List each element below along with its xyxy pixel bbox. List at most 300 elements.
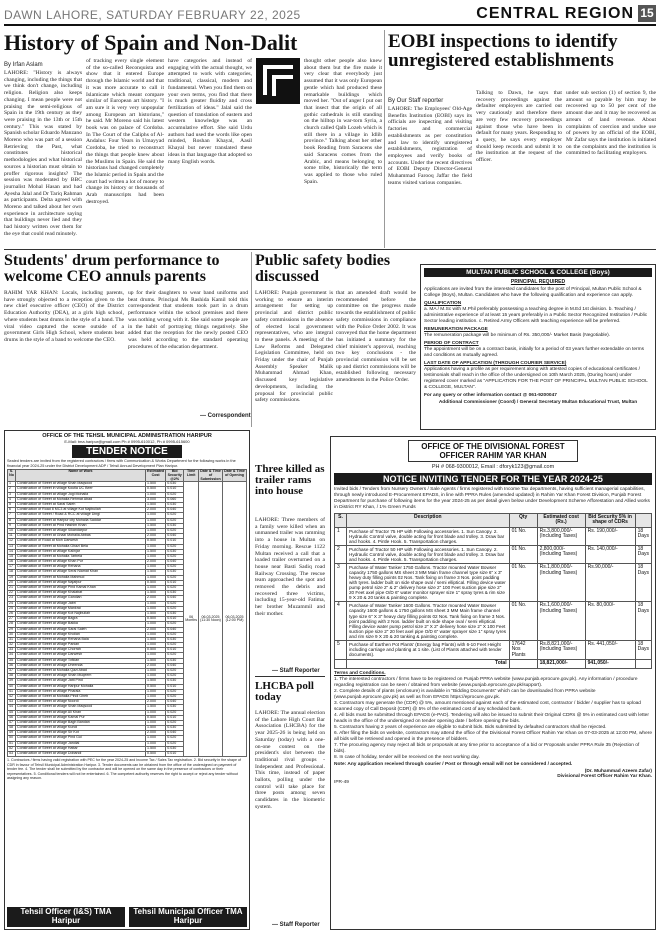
tma-cell-sno: 28 [8,622,16,627]
tma-cell-opening: 06.03.2025 (12:00 PM) [223,482,247,757]
tma-cell-cost: 1.500 [146,679,166,684]
ad-multan-period-title: PERIOD OF CONTRACT [424,340,479,346]
tma-cell-security: 0.040 [166,534,184,539]
tma-cell-security: 0.020 [166,513,184,518]
ad-multan-title: MULTAN PUBLIC SCHOOL & COLLEGE (Boys) [424,268,652,277]
tma-cell-security: 0.020 [166,689,184,694]
story-eobi-byline: By Our Staff reporter [388,98,444,104]
page-number: 15 [638,5,656,22]
tma-cell-work: Construction of Street at village Sarai Saleh [16,627,146,632]
tma-cell-work: Construction of Street at village Shah Maqsood [16,482,146,487]
tma-cell-sno: 26 [8,611,16,616]
tma-col-submission: Date & Time of Submission [200,469,221,481]
story-drum-headline: Students' drum performance to welcome CEO annuls parents [4,252,220,285]
forest-total-label: Total [347,660,510,669]
tma-cell-sno: 13 [8,544,16,549]
tma-col-work: Name of Work [16,470,146,482]
tma-cell-security: 0.020 [166,736,184,741]
tma-cell-work: Construction of Street at Mohalla Mahmud [16,575,146,580]
ad-forest-tender [330,436,656,930]
story-safety-headline: Public safety bodies discussed [255,252,391,285]
tma-cell-work: Construction of Street at village Sikandarpur [16,528,146,533]
tma-cell-sno: 49 [8,731,16,736]
tma-cell-cost: 0.500 [146,539,166,544]
tma-cell-sno: 43 [8,700,16,705]
tma-cell-cost: 1.000 [146,544,166,549]
forest-cell-sn: 4 [335,602,347,640]
tma-cell-work: Construction of Street at Mohalla Tarbela [16,554,146,559]
forest-cell-desc: Purchase of Tractor 50 HP with Following accessories. 1. Sun Canopy. 2. Hydraulic Control valve, double acting for front blade and trolley. 3. Draw bar and hooks. 4. Pintle Hook. 5. Transportation charges. [347,545,510,563]
tma-cell-cost: 1.000 [146,575,166,580]
tma-cell-work: Construction of Street at village Kot Najibullah [16,611,146,616]
tma-cell-sno: 11 [8,534,16,539]
tma-cell-sno: 17 [8,565,16,570]
story-history-byline: By Irfan Aslam [4,62,43,68]
tma-cell-security: 0.010 [166,580,184,585]
tma-cell-cost: 1.500 [146,549,166,554]
story-trailer-body: LAHORE: Three members of a family were killed when an unmanned trailer was ramming into a house in Multan on Friday morning. Rescue 1122 Multan received a call that a loaded trailer overturned on a house near Basti Sadiq road Railway Crossing. The rescue team approached the spot and removed the debris and recovered three victims, including 15-year-old Fatima, her brother Muzammil and their mother. [255,517,325,617]
forest-table-row [335,640,652,660]
tma-cell-cost: 1.000 [146,643,166,648]
tma-cell-work: Construction of Street at village Ali Khan [16,710,146,715]
tma-cell-work: Construction of Street at village Tofkian [16,658,146,663]
tma-cell-work: Construction of Street at village Dheenda [16,663,146,668]
tma-cell-cost: 1.000 [146,518,166,523]
tma-cell-cost: 1.000 [146,741,166,746]
forest-term-item: 5. Contractors having 2 years of experience are eligible to submit bids. Bids submitted by defaulted contractors shall be rejected. [334,724,607,730]
tma-cell-cost: 1.500 [146,726,166,731]
tma-cell-sno: 42 [8,694,16,699]
tma-cell-cost: 2.000 [146,663,166,668]
ad-forest-phone: PH # 068-9300012, Email : dforyk123@gmail.com [431,464,555,470]
tma-cell-sno: 3 [8,492,16,497]
tma-cell-cost: 1.500 [146,637,166,642]
tma-cell-cost: 0.500 [146,580,166,585]
tma-cell-work: Construction of Street at Pind Hashim Khan [16,523,146,528]
tma-cell-cost: 0.500 [146,684,166,689]
tma-cell-sno: 38 [8,674,16,679]
tma-cell-cost: 1.500 [146,705,166,710]
tma-cell-cost: 1.000 [146,492,166,497]
tma-cell-work: Construction of Street at village Jandial [16,741,146,746]
tma-cell-sno: 52 [8,746,16,751]
tma-cell-security: 0.020 [166,643,184,648]
tma-cell-security: 0.040 [166,596,184,601]
forest-term-item: 7. The procuring agency may reject all bids or proposals at any time prior to acceptance of a bid or Proposals under PPRA Rule 35 (Rejection of bids). [334,742,640,754]
forest-cell-cost: Rs.3,800,000/- (Including Taxes) [537,527,585,545]
ad-forest-note: Note: Any application received through courier / Post or through email will not be considered / accepted. [334,761,573,767]
tma-cell-work: Construction of Street at village Rehana [16,565,146,570]
tma-cell-sno: 4 [8,497,16,502]
tma-cell-work: Construction of Street at village Mankrai [16,606,146,611]
tma-cell-security: 0.040 [166,663,184,668]
forest-table-row [335,564,652,602]
tma-cell-cost: 1.000 [146,513,166,518]
ad-multan-rem-title: REMUNERATION PACKAGE [424,326,488,332]
tma-cell-work: Construction of Street at village Rehana Bala [16,637,146,642]
story-history-col3: have categories and instead of engaging with the actual thought, we attempted to work with categories, traditional, classical, modern and fundamental. When you find them on your own terms, you find that there is much greater fluidity and cross fertilization of ideas." Jalal said the question of translation of eastern and western knowledge was an accumulative effort. She said Urdu authors had used the words like open minded, Roshan Khayal, Aasil Khayal but never translated these ideas in that language that adopted so many English words. [168,58,252,165]
tma-cell-work: Construction of Street at village Najafpur [16,580,146,585]
tma-cell-work: Construction of Street at village Chorrah [16,648,146,653]
tma-cell-cost: 1.500 [146,570,166,575]
tma-cell-work: Construction of Street at village Sir Kot [16,731,146,736]
tma-cell-work: Construction of Street at village Kundi [16,726,146,731]
tma-cell-work: Construction of Street in village Koutla UC Beer [16,487,146,492]
tma-cell-work: Construction of Street at village Dobandi [16,752,146,757]
tma-cell-security: 0.020 [166,606,184,611]
tma-cell-work: Construction of Street at village Jogi Mohalla [16,492,146,497]
ad-tma-works-table [7,469,247,757]
tma-cell-security: 0.010 [166,539,184,544]
tma-cell-security: 0.020 [166,575,184,580]
ad-multan-qual: a. MA / M.Sc with M.Phil preferably possessing a teaching degree in M.Ed 1st division. b. Teaching / administrative experience of at least 15 years preferably in a Public Sector Recognized Institution / Public Sector leading institution. c. Retired Army Officers with teaching experience will be preferred. [424,306,648,324]
tma-cell-cost: 1.500 [146,746,166,751]
tma-cell-security: 0.040 [166,731,184,736]
tma-col-time: Time Limit [184,470,199,482]
tma-cell-security: 0.020 [166,528,184,533]
tma-cell-security: 0.040 [166,700,184,705]
ad-forest-office: OFFICE OF THE DIVISIONAL FOREST OFFICER RAHIM YAR KHAN [408,440,578,462]
tma-cell-sno: 36 [8,663,16,668]
forest-cell-days: 18 Days [635,640,651,660]
story-eobi-col3: under sub section (1) of section 9, the amount so payable by him may be recovered up to 50 per cent of the amount due and it may be recovered as arrears of land revenue. About complaints of coercion and undue use of powers by an official of the EOBI, Mr Zafar says the institution is initiated on the complaints and the institution is committed to facilitating employers. [566,90,656,157]
tma-cell-sno: 34 [8,653,16,658]
tma-cell-sno: 20 [8,580,16,585]
tma-cell-sno: 39 [8,679,16,684]
forest-term-item: 6. After filing the bids on website, contractors may attend the office of the Divisional Forest Officer Rahim Yar Khan on 07-03-2025 at 12:00 PM, where all bids will be retrieved and opened in the presence of bidders. [334,730,653,742]
ad-forest-terms-title: Terms and Conditions. [334,670,386,676]
tma-cell-cost: 1.500 [146,482,166,487]
forest-cell-sn: 1 [335,527,347,545]
story-history-col1: LAHORE: "History is always changing, including the things that we think don't change, including religion. Religion also keeps changing. I mean people were not praising the semi-religious of Spain in the 19th century as they were praising in the 13th or 15th century." This was stated by Spanish scholar Eduardo Manzano Moreno who was part of a session Retrieving the Past, what constitutes historical methodologies and what historical sources a historian must obtain to proffer rigorous insights? The session was moderated by BBC journalist Mohal Hasan and had Ayesha Jalal and Dr Tariq Rahman as participants. Delta agreed with Moreno and talked about her own experience in architecture saying that buildings never lied and they had history written over them for the eye that could read minutely. [4,70,82,237]
tma-cell-cost: 1.000 [146,554,166,559]
tma-cell-sno: 6 [8,508,16,513]
tma-cell-cost: 0.500 [146,752,166,757]
ad-multan-contact: For any query or other information contact @ 061-9200047 [424,392,557,398]
tma-cell-work: Construction of Street at village Noordi [16,700,146,705]
tma-cell-cost: 0.500 [146,617,166,622]
tma-cell-cost: 1.000 [146,710,166,715]
tma-cell-cost: 2.000 [146,560,166,565]
story-drum-col2: up for their daughters to wear band uniforms and beat drums. Principal Ms Rashida Kamil told this correspondent that students took part in a drum performance within the school premises and there was nothing wrong with it. She said some people are in the habit of portraying things negatively. She added that the reception for the newly posted CEO was held according to the standard operating procedures of the education department. [128,290,248,350]
forest-term-item: 4. All bids must be submitted through EPADS (e-PAD). Tendering will also be issued to submit their Original CDRs @ 5% in estimated cost with letter heads in the office of the undersigned on tender opening date / before opening the bids. [334,712,649,724]
tma-cell-security: 0.010 [166,648,184,653]
tma-cell-work: Construction of Street at Ghazi Mohalla Abbas [16,534,146,539]
tma-cell-sno: 12 [8,539,16,544]
tma-cell-security: 0.020 [166,492,184,497]
tma-cell-work: Construction of Street at village Hattar [16,746,146,751]
forest-cell-cost: Rs.1,800,000/- (Including Taxes) [537,564,585,602]
forest-cell-desc: Purchase of Earthen Pot Plants' (Energy bag Plants) with 6-10 Feet Height including carriage and planting at 1 site. (List of Plants attached with tender documents). [347,640,510,660]
tma-cell-security: 0.040 [166,627,184,632]
tma-cell-work: Construction of Street at village Shah Muqeem [16,674,146,679]
tma-cell-sno: 44 [8,705,16,710]
tma-cell-security: 0.030 [166,611,184,616]
tma-cell-sno: 23 [8,596,16,601]
masthead-date: DAWN LAHORE, SATURDAY FEBRUARY 22, 2025 [4,8,301,22]
tma-cell-work: Construction of Street at village Khalabat [16,591,146,596]
section-divider [4,249,656,250]
forest-cell-days: 18 Days [635,527,651,545]
tma-cell-sno: 50 [8,736,16,741]
tma-cell-work: Construction of Street at village Bakka [16,622,146,627]
forest-term-item: 8. In case of holiday, tender will be received on the next working day. [334,754,480,760]
section-title: CENTRAL REGION [476,5,634,22]
tma-col-opening: Date & Time of Opening [223,470,247,482]
forest-cell-days: 18 Days [635,545,651,563]
forest-cell-security: Rs. 441,050/- [585,640,635,660]
ad-forest-terms [334,677,652,761]
story-eobi-col1: LAHORE: The Employees' Old-Age Benefits Institution (EOBI) says its officials are inspecting and visiting factories and commercial establishments as per constitution and law to identify unregistered establishments, registration of employees and verify books of accounts. Under the recent directives of EOBI Deputy Director-General Muhammad Farooq Jaffar the field teams visited various companies. [388,106,472,186]
ad-multan-last-title: LAST DATE OF APPLICATION (THROUGH COURIER SERVICE) [424,360,567,366]
ad-multan-qual-title: QUALIFICATION [424,300,462,306]
tma-cell-cost: 2.000 [146,596,166,601]
tma-cell-cost: 1.000 [146,689,166,694]
story-lhcba-credit: — Staff Reporter [272,922,320,928]
tma-cell-cost: 2.000 [146,731,166,736]
tma-cell-cost: 1.000 [146,736,166,741]
tma-cell-sno: 48 [8,726,16,731]
tma-cell-security: 0.020 [166,710,184,715]
story-trailer-credit: — Staff Reporter [272,668,320,674]
tma-cell-cost: 1.000 [146,586,166,591]
tma-cell-security: 0.020 [166,720,184,725]
tma-cell-cost: 1.000 [146,653,166,658]
tma-cell-security: 0.010 [166,684,184,689]
tma-cell-work: Construction of Street at village Shah Maqsood [16,705,146,710]
tma-cell-cost: 2.000 [146,627,166,632]
tma-cell-cost: 1.000 [146,720,166,725]
tma-cell-work: Construction of Street at Mohalla Rehmat Abad [16,497,146,502]
tma-cell-security: 0.060 [166,497,184,502]
tma-cell-sno: 29 [8,627,16,632]
tma-cell-security: 0.020 [166,565,184,570]
tma-cell-security: 0.040 [166,560,184,565]
tma-cell-cost: 0.500 [146,648,166,653]
ad-multan-subtitle: PRINCIPAL REQUIRED [510,279,566,285]
tma-cell-work: Construction of Street at Sarai Saleh [16,503,146,508]
tma-cell-security: 0.030 [166,726,184,731]
tma-cell-sno: 21 [8,586,16,591]
tma-cell-cost: 2.000 [146,508,166,513]
tma-cell-security: 0.030 [166,637,184,642]
forest-term-item: 2. Complete details of plants (enclosure) is available in "Bidding Documents" which can be downloaded from PPRA website (www.punjab.eprocure.gov.pk) as well as from EPADS https://eprocure.gov.pk. [334,688,596,700]
col-days [635,513,651,527]
tma-cell-security: 0.020 [166,554,184,559]
forest-cell-cost: 2,800,000/- (Including Taxes) [537,545,585,563]
tma-cell-work: Construction of Street at village Khan Pur [16,560,146,565]
ad-forest-designation: Divisional Forest Officer Rahim Yar Khan. [557,774,652,780]
tma-cell-cost: 3.000 [146,497,166,502]
ad-forest-ipr: IPR-49 [334,780,349,786]
tma-cell-sno: 37 [8,669,16,674]
forest-cell-cost: Rs.1,600,000/- (Including Taxes) [537,602,585,640]
tma-cell-security: 0.030 [166,523,184,528]
tma-cell-cost: 1.000 [146,622,166,627]
forest-term-item: 1. The interested contractors / firms have to be registered on Punjab PPRA website (www.punjab.eprocure.gov.pk). Any information / procedure regarding registration can be seen / obtained from website (www.punjab.eprocure.gov.pk/support). [334,676,638,688]
ad-tma-title: TENDER NOTICE [72,445,182,458]
ad-multan-rem: The remuneration package will be minimum of Rs. 350,000/- Market Basis (Negotiable). [424,332,611,338]
tma-cell-security: 0.010 [166,715,184,720]
tma-cell-work: Construction of Street at village Kamal Pur [16,715,146,720]
ad-tma-footer [7,907,247,927]
masthead [4,4,656,26]
col-security: Bid Security 5% in shape of CDRs [585,513,635,527]
tma-cell-sno: 15 [8,554,16,559]
ad-tma-email: E-Mail: tma.haripur@gmail.com Ph # 0995-610012, Ph # 0995-615600 [64,439,190,444]
tma-cell-security: 0.020 [166,674,184,679]
ad-tma-footer-right: Tehsil Municipal Officer TMA Haripur [129,907,247,927]
tma-cell-security: 0.040 [166,508,184,513]
tma-cell-work: Construction of Street at village Pharala [16,689,146,694]
tma-cell-sno: 7 [8,513,16,518]
tma-cell-work: Construction of Street at village Serai Niamat Khan [16,570,146,575]
col-qty: Qty [509,513,537,527]
col-sn: S. [335,513,347,527]
tma-cell-work: Construction of Street at Mohalla Qazi Abad [16,669,146,674]
forest-cell-days: 18 Days [635,602,651,640]
tma-cell-security: 0.030 [166,658,184,663]
forest-cell-security: Rs.90,000/- [585,564,635,602]
tma-cell-work: Construction of Street at village Bagra [16,617,146,622]
column-divider [384,30,385,248]
tma-cell-sno: 41 [8,689,16,694]
tma-cell-security: 0.020 [166,632,184,637]
tma-cell-cost: 1.500 [146,523,166,528]
tma-cell-cost: 1.000 [146,528,166,533]
tma-cell-work: Construction of Street / Road & RCC at village Dingi [16,513,146,518]
tma-cell-security: 0.030 [166,570,184,575]
story-history-headline: History of Spain and Non-Dalit [4,30,298,55]
tma-cell-cost: 1.500 [146,658,166,663]
forest-cell-qty: 01 No. [509,545,537,563]
tma-cell-security: 0.020 [166,601,184,606]
forest-cell-security: Rs. 140,000/- [585,545,635,563]
tma-cell-sno: 51 [8,741,16,746]
tma-cell-sno: 32 [8,643,16,648]
tma-cell-work: Construction of Street at village Jabri [16,601,146,606]
forest-cell-desc: Purchase of Water Tanker 1600 Gallons. Tractor mounted Water Bowser capacity 1600 gallons & 1750 gallons MS sheet 3 MM Main frame channel type size 6" X 3" heavy duty filling points 02 Nos. Tank fixing on frame 3 Nos. point padding with 2 Nos. ladder built on side shape oval / semi elliptical. Filling device water pump petrol size 2" X 2" delivery hose size 2" X 100 Feet suction pipe size 2" 20 feet axel pipe O/D 6" water sprayer size 1" spray tyres and rim size 9 X 20 & 20 tanking & painting complete. [347,602,510,640]
tma-cell-work: Construction of Street at village Darwesh [16,653,146,658]
tma-cell-work: Construction of Street at village Panian [16,643,146,648]
ad-tma-tender [4,430,250,930]
tma-cell-security: 0.020 [166,622,184,627]
tma-cell-security: 0.010 [166,487,184,492]
tma-cell-cost: 1.500 [146,591,166,596]
tma-cell-sno: 40 [8,684,16,689]
tma-col-security: Bid Security @2% [167,469,182,481]
tma-cell-cost: 1.500 [146,611,166,616]
forest-cell-days: 18 Days [635,564,651,602]
forest-cell-sn: 2 [335,545,347,563]
story-lhcba-headline: LHCBA poll today [255,680,314,703]
tma-cell-security: 0.020 [166,653,184,658]
forest-term-item: 3. Contractors may generate the (CDR) @ 5%, amount mentioned against each of the estimated cost, contractor / bidder / supplier has to upload scanned copy of Call Deposit (CDR) @ 5% of the estimated cost of any scheduled bank. [334,700,641,712]
ad-multan-intro: Applications are invited from the interested candidates for the post of Principal, Multan Public School & College (Boys), Multan. Candidates who have the following qualification and experience can apply. [424,287,642,298]
ad-forest-signatory: (Dr. Muhammad Azeem Zafar) [584,768,652,774]
tma-cell-sno: 22 [8,591,16,596]
tma-cell-sno: 45 [8,710,16,715]
forest-total-cost: 18,821,000/- [537,660,585,669]
tma-cell-sno: 9 [8,523,16,528]
story-lhcba-body: LAHORE: The annual election of the Lahore High Court Bar Association (LHCBA) for the year 2025-26 is being held on Saturday (today) with a one-on-one contest on the president's slot between the traditional rival groups - Independent and Professional. This time, instead of paper ballots, polling under the control will take place for three posts among seven candidates in the biometric system. [255,710,325,810]
tma-cell-work: Construction of Road at Moh Darwesh [16,539,146,544]
tma-cell-cost: 0.500 [146,715,166,720]
tma-cell-work: Construction of Street at village Kalinjar [16,549,146,554]
ad-tma-footer-left: Tehsil Officer (I&S) TMA Haripur [7,907,125,927]
tma-cell-work: Construction of Street at village Pind Kamal Khan [16,586,146,591]
tma-cell-security: 0.030 [166,503,184,508]
forest-cell-qty: 17642 Nos Plants [509,640,537,660]
forest-table-row [335,545,652,563]
tma-cell-cost: 1.000 [146,669,166,674]
tma-cell-security: 0.030 [166,591,184,596]
tma-cell-security: 0.020 [166,586,184,591]
story-history-col4: thought other people also knew about them but the fire made it very clear that everybody just assumed that it was only European gentle which had produced these remarkable buildings which moved her. "Out of anger I put out that insect that the origin of all gothic cathedrals is still standing on the hilltop in war-torn Syria, a church called Qalb Lozeh which is still there in a village in Idlib province." Talking about her other book Reading from Saracens she said Saracens comes from the Arabic, and means belonging to some tribe, historically the term was applied to those who ruled Spain. [304,58,382,185]
story-safety-col1: LAHORE: Punjab government is working to ensure an interim arrangement for setting up provincial and district public safety commissions in the absence of elected local government representatives, who are integral to these panels. A meeting of the Law Reforms and Delegated Legislation Committee, held on Friday under the chair of Punjab Assembly Speaker Malik Muhammad Ahmad Khan, discussed key legislative developments, including the proposal for provincial public safety commissions. [255,290,333,404]
tma-cell-security: 0.030 [166,705,184,710]
tma-cell-time-limit: 06 Months [184,482,199,757]
tma-cell-security: 0.010 [166,617,184,622]
tma-col-sno: S. No [8,470,16,482]
tma-cell-work: Construction of Street at village Haripur Mohalla [16,684,146,689]
tma-cell-sno: 5 [8,503,16,508]
story-safety-col2: that an amended draft would be recommended before the committee on the progress made towards the establishment of public safety commissions in compliance with the Police Order 2002. It was conveyed that the home department has initiated a summary for the chief minister's approval, reaching two key conclusions - the provincial commission will be set up and district commissions will be established following necessary amendments in the Police Order. [336,290,416,384]
story-history-col2: of tracking every single element of the so-called Reconquista and show that it entered Europe through the Islamic world and that it was more accurate to call it Islamicate which meant compare similar of European art history. "I am sure it is very very unpopular among European art historians," he said. Mr Moreno said his latest book was on palace of Cordoba. In The Court of the Caliphs of Al-Andalus: Four Years in Umayyad Cordoba, he tried to reconstruct the things that people knew about the Muslims in Spain. He said the historians had changed completely the Islamic period in Spain and the court had written a lot of money to change its history or thousands of Arab manuscripts had been destroyed. [86,58,164,205]
tma-cell-sno: 30 [8,632,16,637]
tma-cell-security: 0.020 [166,741,184,746]
tma-cell-sno: 24 [8,601,16,606]
story-trailer-headline: Three killed as trailer rams into house [255,463,325,497]
forest-table-row [335,527,652,545]
ad-forest-intro: Invited bids / Tenders from Nursery Owners / Sale Agents / firms registered with Income Tax departments, having sufficient managerial capabilities, through newly introduced E-Procurement EPADS, in line with PPRA Rules (amended updated) in Rahim Yar Khan Forest Division, Punjab Forest Department for purchase of following items for the year 2024-25 as per detail given below under Development Scheme Afforestation and Allied works in District RY Khan, / 1% Green Funds [334,486,650,510]
story-drum-credit: — Correspondent [200,413,251,419]
forest-total-security: 941,050/- [585,660,635,669]
tma-col-cost: Estimated Cost [146,470,166,482]
tma-cell-cost: 2.000 [146,700,166,705]
tma-cell-sno: 10 [8,528,16,533]
tma-cell-security: 0.020 [166,518,184,523]
tma-cell-work: Construction of Street at village Pind Gul [16,736,146,741]
forest-cell-security: Rs. 190,000/- [585,527,635,545]
tma-cell-sno: 14 [8,549,16,554]
tma-cell-work: Construction of Street at village Kholian [16,632,146,637]
tma-cell-sno: 16 [8,560,16,565]
tma-cell-security: 0.010 [166,752,184,757]
tma-cell-submission: 06.03.2025 (11:30 Noon) [199,482,223,757]
tma-cell-work: Construction of Street at village Gandian [16,596,146,601]
tma-cell-cost: 1.000 [146,565,166,570]
tma-cell-cost: 2.000 [146,534,166,539]
tma-cell-sno: 47 [8,720,16,725]
tma-cell-cost: 1.500 [146,503,166,508]
tma-cell-sno: 33 [8,648,16,653]
story-drum-col1: RAHIM YAR KHAN: Locals, including parents, have strongly objected to a reception given to the new chief executive officer (CEO) of the District Education Authority (DEA), at a girls high school, where students beat drums in the style of a band. The viral video captured the scene outside of a government Girls High School, where students beat drums in the style of a band to welcome the CEO. [4,290,124,343]
ad-multan-period: The appointment will be on a contract basis, initially for a period of 03 years further extendable on terms and conditions as mutually agreed. [424,346,644,358]
forest-cell-desc: Purchase of Water Tanker 1750 Gallons. Tractor mounted Water Bowser capacity 1750 gallons MS sheet 3 MM Main frame channel type size 6" x 3" heavy duty filling points 02 Nos. Tank fixing on frame 3 Nos. point padding with tyres. ladder built on side shape oval / semi elliptical. Filling device water pump petrol size 2" & 2" delivery hose size 2" 100 Feet suction pipe size 2" 20 Feet axel pipe O/D 6" water monitor sprayer size 1" spray tyres & rim size 9 X 20 & 20 tanks & painting complete. [347,564,510,602]
forest-cell-security: Rs. 80,000/- [585,602,635,640]
tma-cell-sno: 19 [8,575,16,580]
forest-cell-desc: Purchase of Tractor 75 HP with Following accessories. 1. Sun Canopy. 2. Hydraulic Control valve, double acting for front blade and trolley. 3. Draw bar and hooks. 4. Pintle Hook. 5. Transportation charges. [347,527,510,545]
ad-multan-signatory: Additional Commissioner (Coord) / General Secretary Multan Educational Trust, Multan [438,399,638,405]
ad-forest-notice-title: NOTICE INVITING TENDER FOR THE YEAR 2024-25 [334,473,652,485]
tma-cell-work: Construction of Street at village Jatti Pind [16,679,146,684]
tma-cell-cost: 1.000 [146,694,166,699]
ad-multan-last: Applications having a profile as per requirement along with attested copies of educational certificates / testimonials shall reach in the office of the undersigned on 10th March 2025, (During hours) under registered cover marked as "APPLICATION FOR THE POST OF PRINCIPAL MULTAN PUBLIC SCHOOL & COLLEGE, MULTAN". [424,366,648,390]
tma-cell-sno: 18 [8,570,16,575]
tma-cell-sno: 25 [8,606,16,611]
tma-cell-sno: 1 [8,482,16,487]
